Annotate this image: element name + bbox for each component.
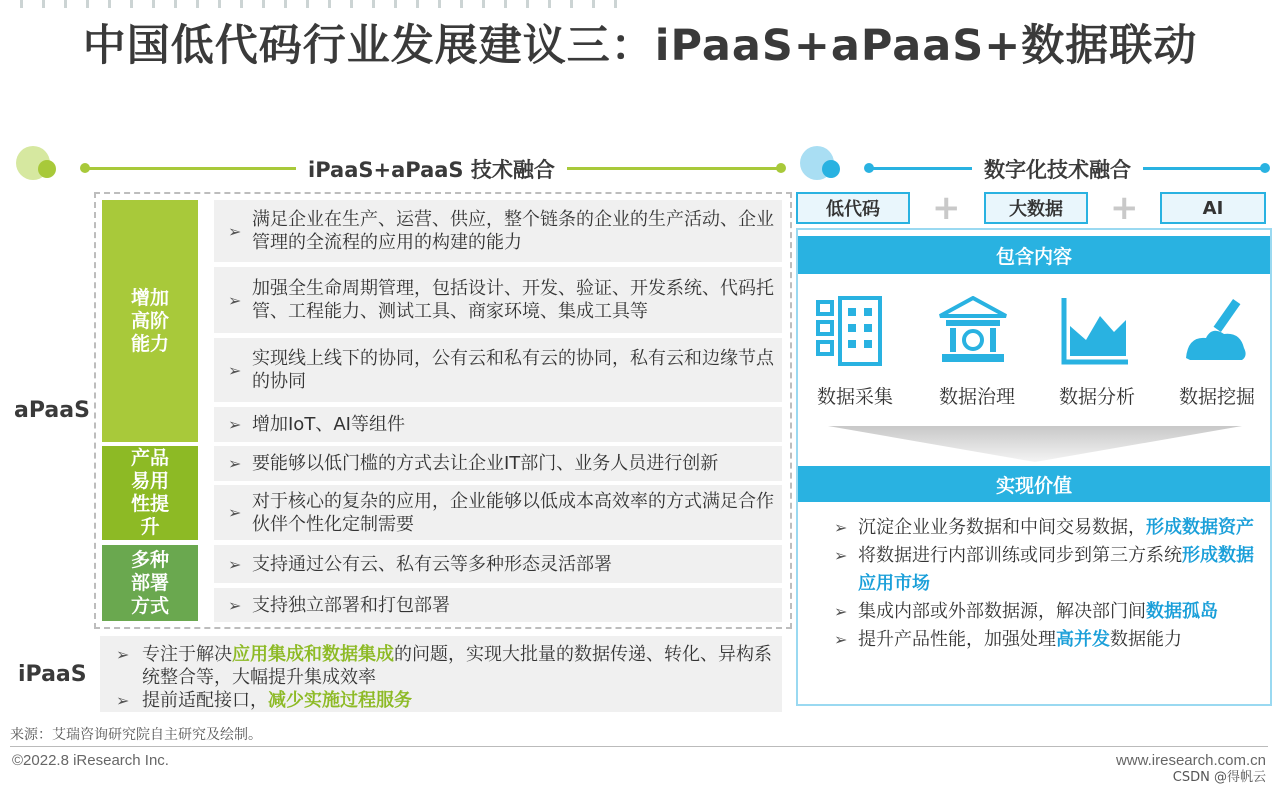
ipaas-description	[100, 636, 782, 712]
header-dot	[80, 163, 90, 173]
copyright: ©2022.8 iResearch Inc.	[12, 752, 169, 769]
category-advanced	[102, 200, 198, 442]
ipaas-line-2: ➢ 提前适配接口，减少实施过程服务	[116, 690, 412, 711]
icon-label: 数据治理	[938, 386, 1015, 408]
list-item-text: 加强全生命周期管理，包括设计、开发、验证、开发系统、代码托管、工程能力、测试工具、商家环境、集成工具等	[252, 278, 774, 322]
band-contents: 包含内容	[798, 236, 1270, 274]
ipaas-label: iPaaS	[18, 662, 87, 687]
category-usability	[102, 446, 198, 540]
icon-label: 数据分析	[1058, 386, 1135, 408]
list-item: ➢ 集成内部或外部数据源，解决部门间数据孤岛	[834, 601, 1218, 622]
list-item: ➢ 要能够以低门槛的方式去让企业IT部门、业务人员进行创新	[214, 446, 782, 481]
list-item-text: 支持通过公有云、私有云等多种形态灵活部署	[252, 553, 612, 575]
category-label: 产品 易用 性提 升	[130, 447, 169, 538]
decorative-dots	[20, 0, 620, 8]
institution-icon	[938, 296, 1008, 370]
box-bigdata: 大数据	[984, 192, 1088, 224]
footer-divider	[10, 746, 1268, 747]
list-item: ➢ 提升产品性能，加强处理高并发数据能力	[834, 629, 1182, 650]
category-deployment	[102, 545, 198, 621]
area-chart-icon	[1060, 296, 1130, 370]
list-item: ➢ 支持通过公有云、私有云等多种形态灵活部署	[214, 545, 782, 583]
blue-circles-icon	[800, 146, 850, 182]
list-item: ➢ 满足企业在生产、运营、供应，整个链条的企业的生产活动、企业管理的全流程的应用的构建的能力	[214, 200, 782, 262]
page-title: 中国低代码行业发展建议三：iPaaS+aPaaS+数据联动	[82, 21, 1198, 71]
list-item-text: 满足企业在生产、运营、供应，整个链条的企业的生产活动、企业管理的全流程的应用的构建的能力	[252, 209, 774, 253]
green-circles-icon	[16, 146, 66, 182]
value-list	[834, 514, 1258, 654]
watermark: CSDN @得帆云	[1172, 770, 1266, 785]
ipaas-line-1: ➢ 专注于解决应用集成和数据集成的问题，实现大批量的数据传递、转化、异构系统整合等，大幅提升集成效率	[116, 644, 772, 688]
box-ai: AI	[1160, 192, 1266, 224]
list-item: ➢ 实现线上线下的协同，公有云和私有云的协同，私有云和边缘节点的协同	[214, 338, 782, 402]
building-icon	[816, 296, 886, 370]
broom-icon	[1182, 296, 1252, 370]
list-item-text: 支持独立部署和打包部署	[252, 594, 450, 616]
list-item: ➢ 将数据进行内部训练或同步到第三方系统形成数据应用市场	[834, 545, 1254, 594]
icon-label: 数据挖掘	[1178, 386, 1255, 408]
list-item-text: 实现线上线下的协同，公有云和私有云的协同，私有云和边缘节点的协同	[252, 348, 774, 392]
source-note: 来源：艾瑞咨询研究院自主研究及绘制。	[10, 727, 262, 743]
header-dot	[1260, 163, 1270, 173]
list-item: ➢ 对于核心的复杂的应用，企业能够以低成本高效率的方式满足合作伙伴个性化定制需要	[214, 485, 782, 540]
box-lowcode: 低代码	[796, 192, 910, 224]
category-label: 多种 部署 方式	[130, 548, 169, 617]
list-item: ➢ 加强全生命周期管理，包括设计、开发、验证、开发系统、代码托管、工程能力、测试工具、商家环境、集成工具等	[214, 267, 782, 333]
header-dot	[776, 163, 786, 173]
down-arrow-shape	[828, 426, 1242, 466]
header-dot	[864, 163, 874, 173]
icon-label: 数据采集	[816, 386, 893, 408]
list-item: ➢ 沉淀企业业务数据和中间交易数据，形成数据资产	[834, 517, 1254, 538]
category-label: 增加 高阶 能力	[130, 286, 169, 355]
left-section-header: iPaaS+aPaaS 技术融合	[296, 154, 567, 184]
list-item-text: 要能够以低门槛的方式去让企业IT部门、业务人员进行创新	[252, 453, 719, 474]
band-value: 实现价值	[798, 466, 1270, 502]
right-section-header: 数字化技术融合	[972, 154, 1143, 184]
list-item: ➢ 增加IoT、AI等组件	[214, 407, 782, 442]
plus-icon: +	[1110, 188, 1139, 228]
plus-icon: +	[932, 188, 961, 228]
list-item: ➢ 支持独立部署和打包部署	[214, 588, 782, 622]
list-item-text: 增加IoT、AI等组件	[252, 414, 405, 435]
site-link[interactable]: www.iresearch.com.cn	[1115, 752, 1266, 769]
list-item-text: 对于核心的复杂的应用，企业能够以低成本高效率的方式满足合作伙伴个性化定制需要	[252, 490, 774, 535]
apaas-label: aPaaS	[14, 398, 90, 423]
